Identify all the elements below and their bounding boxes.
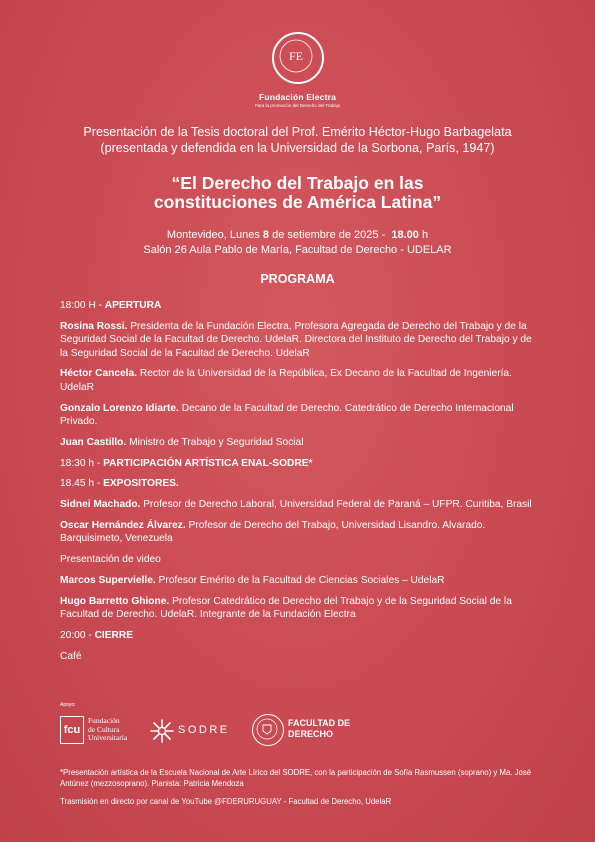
facultad-derecho-logo [252, 714, 362, 748]
speaker-description: Presidenta de la Fundación Electra, Profesora Agregada de Derecho del Trabajo y de la Seguridad Social de la Facultad de Derecho. UdelaR. Directora del Instituto de Derecho del Trabajo y de la Seguridad Social de la Facultad de Derecho. UdelaR [60, 320, 532, 359]
speaker-name: Juan Castillo. [60, 436, 127, 448]
facultad-seal-icon [252, 714, 284, 746]
sodre-name: SODRE [178, 724, 230, 736]
footnote: *Presentación artística de la Escuela Nacional de Arte Lírico del SODRE, con la participación de Sofía Rasmussen (soprano) y Ma. José Antúnez (mezzosoprano). Pianista: Patricia Mendoza [60, 768, 532, 788]
event-title [30, 174, 565, 212]
speaker-entry [60, 402, 538, 429]
facultad-name [288, 718, 350, 740]
date-prefix: Montevideo, Lunes [166, 229, 260, 241]
stream-info: Trasmisión en directo por canal de YouTube @FDERURUGUAY - Facultad de Derecho, UdelaR [60, 797, 392, 806]
support-label: Apoyo: [60, 702, 76, 708]
speaker-entry [60, 367, 538, 394]
sodre-star-icon [150, 719, 174, 743]
speaker-description: Ministro de Trabajo y Seguridad Social [129, 436, 304, 448]
cafe-item: Café [60, 650, 82, 662]
fcu-line: Fundación [88, 716, 120, 725]
speaker-entry [60, 498, 538, 511]
speaker-entry [60, 519, 538, 546]
sodre-logo [150, 719, 240, 743]
session-cierre [60, 629, 538, 642]
speaker-description: Profesor de Derecho Laboral, Universidad Federal de Paraná – UFPR. Curitiba, Brasil [143, 499, 532, 511]
speaker-name: Gonzalo Lorenzo Idiarte. [60, 402, 179, 414]
event-time: 18.00 [391, 229, 419, 241]
session-time: 18:00 H - [60, 300, 102, 311]
speaker-description: Profesor Catedrático de Derecho del Trabajo y de la Seguridad Social de la Facultad de Derecho. UdelaR. Integrante de la Fundación Electra [60, 595, 512, 621]
session-title: CIERRE [94, 630, 134, 641]
speaker-description: Profesor de Derecho del Trabajo, Universidad Lisandro. Alvarado. Barquisimeto, Venezuela [60, 520, 486, 545]
logo-tagline: Para la promoción del Derecho del Trabajo [254, 103, 341, 108]
session-time: 18:30 h - [60, 457, 101, 469]
event-time-unit: h [421, 229, 429, 241]
speaker-description: Decano de la Facultad de Derecho. Catedrático de Derecho Internacional Privado. [60, 402, 514, 428]
session-time: 18.45 h - [60, 478, 101, 490]
date-suffix: de setiembre de 2025 - [272, 229, 386, 241]
video-presentation: Presentación de video [60, 554, 161, 566]
intro-text [30, 124, 565, 156]
fcu-name [88, 717, 127, 743]
intro-line-1: Presentación de la Tesis doctoral del Prof. Emérito Héctor-Hugo Barbagelata [83, 125, 512, 139]
session-time: 20:00 - [60, 630, 92, 641]
session-artistica [60, 457, 538, 470]
program-list [60, 299, 538, 671]
session-expositores [60, 477, 538, 490]
speaker-name: Oscar Hernández Álvarez. [60, 520, 186, 531]
event-venue: Salón 26 Aula Pablo de María, Facultad de Derecho - UDELAR [143, 244, 452, 256]
event-details [30, 228, 565, 258]
speaker-description: Rector de la Universidad de la República, Ex Decano de la Facultad de Ingeniería. UdelaR [60, 368, 512, 393]
logo-emblem-icon [272, 32, 324, 84]
speaker-name: Marcos Supervielle. [60, 575, 156, 586]
title-line-1: “El Derecho del Trabajo en las [171, 173, 424, 193]
support-logos [60, 702, 540, 752]
fcu-line: Universitaria [88, 733, 128, 742]
speaker-entry [60, 574, 538, 587]
session-title: PARTICIPACIÓN ARTÍSTICA ENAL-SODRE* [103, 457, 313, 469]
program-heading: PROGRAMA [260, 272, 335, 286]
fundacion-electra-logo [0, 32, 595, 108]
speaker-name: Héctor Cancela. [60, 368, 138, 380]
title-line-2: constituciones de América Latina” [153, 192, 442, 212]
speaker-entry [60, 320, 538, 360]
fcu-line: de Cultura [88, 724, 120, 734]
session-apertura [60, 299, 538, 312]
logo-monogram: FE [288, 49, 303, 63]
session-title: APERTURA [104, 300, 162, 311]
speaker-entry [60, 436, 538, 449]
facultad-line: DERECHO [288, 729, 334, 739]
speaker-description: Profesor Emérito de la Facultad de Ciencias Sociales – UdelaR [158, 575, 445, 586]
intro-line-2: (presentada y defendida en la Universidad de la Sorbona, París, 1947) [100, 141, 495, 155]
logo-name: Fundación Electra [258, 92, 337, 102]
date-day: 8 [262, 229, 270, 241]
speaker-name: Hugo Barretto Ghione. [60, 595, 170, 607]
event-date [30, 228, 565, 243]
speaker-entry [60, 595, 538, 622]
facultad-line: FACULTAD DE [288, 718, 351, 728]
speaker-name: Sidnei Machado. [60, 499, 141, 511]
fcu-mark: fcu [60, 716, 84, 744]
session-title: EXPOSITORES. [103, 478, 179, 490]
speaker-name: Rosina Rossi. [60, 320, 128, 332]
